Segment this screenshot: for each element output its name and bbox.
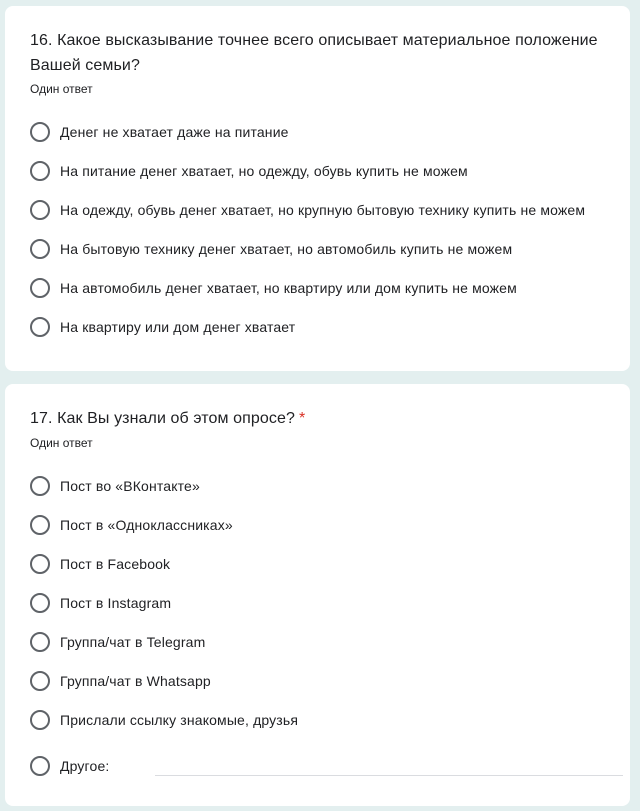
radio-circle-icon[interactable] (30, 161, 50, 181)
radio-circle-icon[interactable] (30, 239, 50, 259)
radio-option[interactable] (30, 708, 610, 732)
radio-option[interactable] (30, 513, 610, 537)
radio-circle-icon[interactable] (30, 593, 50, 613)
radio-circle-icon[interactable] (30, 710, 50, 730)
question-hint: Один ответ (30, 436, 93, 450)
radio-option[interactable] (30, 669, 610, 693)
option-label: Денег не хватает даже на питание (60, 124, 289, 140)
radio-circle-icon[interactable] (30, 122, 50, 142)
option-label: Группа/чат в Telegram (60, 634, 206, 650)
question-card-16 (5, 6, 630, 371)
radio-option[interactable] (30, 474, 610, 498)
radio-circle-icon[interactable] (30, 756, 50, 776)
radio-option[interactable] (30, 315, 610, 339)
radio-circle-icon[interactable] (30, 554, 50, 574)
question-hint: Один ответ (30, 82, 93, 96)
radio-option[interactable] (30, 630, 610, 654)
question-title: 16. Какое высказывание точнее всего описывает материальное положение Вашей семьи? (30, 32, 598, 74)
radio-option[interactable] (30, 591, 610, 615)
radio-circle-icon[interactable] (30, 278, 50, 298)
radio-option[interactable] (30, 120, 610, 144)
option-label: На бытовую технику денег хватает, но автомобиль купить не можем (60, 241, 513, 257)
option-label: Прислали ссылку знакомые, друзья (60, 712, 299, 728)
question-title-text: 17. Как Вы узнали об этом опросе? (30, 410, 296, 427)
option-label: На одежду, обувь денег хватает, но крупную бытовую технику купить не можем (60, 202, 586, 218)
option-label: На питание денег хватает, но одежду, обувь купить не можем (60, 163, 468, 179)
radio-circle-icon[interactable] (30, 632, 50, 652)
radio-circle-icon[interactable] (30, 200, 50, 220)
radio-circle-icon[interactable] (30, 515, 50, 535)
option-label: Пост в Instagram (60, 595, 172, 611)
radio-circle-icon[interactable] (30, 317, 50, 337)
radio-circle-icon[interactable] (30, 476, 50, 496)
option-label: На квартиру или дом денег хватает (60, 319, 296, 335)
question-title (30, 406, 606, 431)
option-label: Группа/чат в Whatsapp (60, 673, 211, 689)
radio-circle-icon[interactable] (30, 671, 50, 691)
other-label: Другое: (60, 758, 110, 774)
radio-option[interactable] (30, 159, 610, 183)
question-card-17 (5, 384, 630, 806)
radio-option[interactable] (30, 237, 610, 261)
option-label: Пост в «Одноклассниках» (60, 517, 233, 533)
option-label: Пост во «ВКонтакте» (60, 478, 200, 494)
radio-option[interactable] (30, 552, 610, 576)
option-label: На автомобиль денег хватает, но квартиру или дом купить не можем (60, 280, 517, 296)
other-text-input[interactable] (155, 757, 623, 776)
radio-option-other[interactable] (30, 749, 610, 783)
radio-option[interactable] (30, 276, 610, 300)
option-label: Пост в Facebook (60, 556, 171, 572)
required-asterisk: * (299, 410, 306, 427)
radio-option[interactable] (30, 198, 610, 222)
